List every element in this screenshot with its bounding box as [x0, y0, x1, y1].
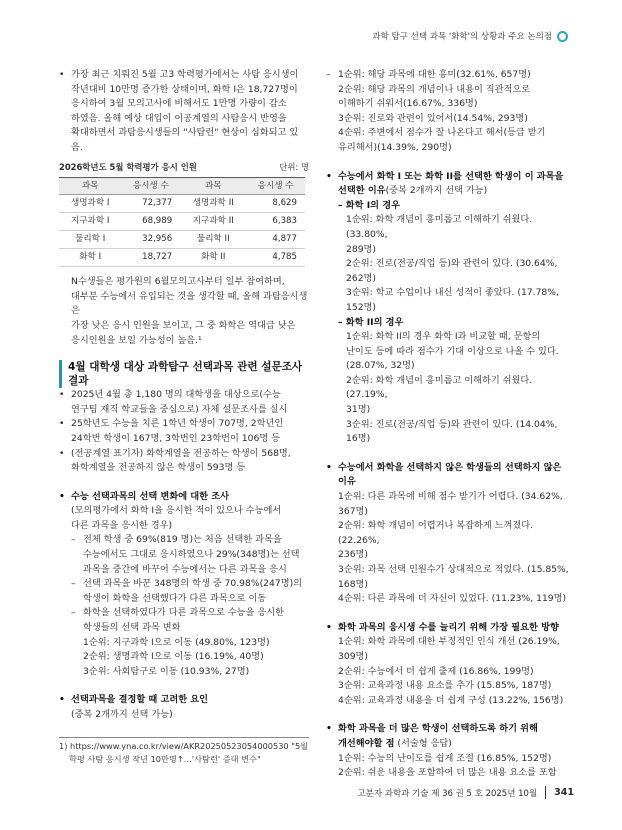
bullet-mark: •	[59, 694, 65, 706]
change-item	[59, 533, 309, 577]
rank-line: 1순위: 수능의 난이도를 쉽게 조절 (16.85%, 152명)	[338, 752, 552, 764]
item-line: 학생들의 선택 과목 변화	[83, 622, 181, 634]
footnote	[59, 737, 309, 766]
bullet-mark: •	[59, 490, 65, 502]
section-heading	[59, 360, 309, 388]
rank-line: 1순위: 화학 개념이 흥미롭고 이해하기 쉬웠다. (33.80%,	[346, 214, 533, 240]
q2-title-line: 선택한 이유	[338, 185, 386, 197]
rank-line: 289명)	[346, 243, 376, 255]
rank-line: 1순위: 화학 과목에 대한 부정적인 인식 개선 (26.19%,	[338, 636, 560, 648]
rank-line: 16명)	[346, 433, 371, 445]
rank-line: 2순위: 화학 개념이 어렵거나 복잡하게 느껴졌다. (22.26%,	[338, 520, 534, 546]
item-line: 과목을 중간에 바꾸어 수능에서는 다른 과목을 응시	[83, 563, 287, 575]
page-number: 341	[554, 787, 574, 798]
paragraph-line: 응시인원을 보일 가능성이 높음.¹	[71, 334, 202, 346]
journal-info: 고분자 과학과 기술 제 36 권 5 호 2025년 10월	[357, 788, 538, 799]
table-cell: 6,383	[246, 213, 305, 231]
q2-heading	[326, 170, 572, 199]
paragraph-line: 가장 낮은 응시 인원을 보이고, 그 중 화학은 역대급 낮은	[71, 319, 296, 331]
rank-line: 262명)	[346, 272, 376, 284]
left-column	[59, 68, 309, 723]
table-row	[59, 195, 305, 213]
rank-line: 4순위: 주변에서 점수가 잘 나온다고 해서(등급 받기	[338, 127, 546, 139]
q3-title-line: 이유	[338, 476, 356, 488]
rank-line: 168명)	[338, 578, 368, 590]
q5-title-line: 개선해야할 점	[338, 737, 395, 749]
footnote-line: 학평 사탐 응시생 작년 10만명↑…'사탐런' 증대 변수"	[69, 754, 261, 764]
intro-line: 응시하여 3월 모의고사에 비해서도 1만명 가량이 감소	[71, 98, 287, 110]
q4-ranks	[326, 635, 572, 708]
table-title: 2026학년도 5월 학력평가 응시 인원	[59, 161, 197, 172]
right-column	[326, 68, 572, 781]
table-cell: 화학 I	[59, 249, 121, 267]
column-header: 응시생 수	[121, 178, 180, 195]
rank-line: 3순위: 진로(전공/직업 등)와 관련이 있다. (14.04%,	[346, 418, 558, 430]
bullet-mark: •	[326, 621, 332, 633]
rank-line: 1순위: 지구과학 I으로 이동 (49.80%, 123명)	[83, 636, 270, 648]
survey-line: 25학년도 수능을 치른 1학년 학생이 707명, 2학년인	[71, 418, 284, 430]
q3-title-line: 수능에서 화학을 선택하지 않은 학생들의 선택하지 않은	[338, 461, 562, 473]
bullet-mark: •	[326, 723, 332, 735]
survey-line: 화학계열을 전공하지 않은 학생이 593명 등	[71, 462, 246, 474]
rank-line: 2순위: 쉬운 내용을 포함하여 더 많은 내용 요소를 포함	[338, 767, 557, 779]
factor-note: (중복 2개까지 선택 가능)	[71, 709, 173, 720]
table-cell: 생명과학 I	[59, 195, 121, 213]
factor-rank-item	[326, 68, 572, 156]
rank-line: 3순위: 과목 선택 인원수가 상대적으로 적었다. (15.85%,	[338, 564, 569, 575]
table-row	[59, 213, 305, 231]
table-cell: 4,785	[246, 249, 305, 267]
table-cell: 생명과학 II	[180, 195, 246, 213]
table-cell: 8,629	[246, 195, 305, 213]
chem1-block	[326, 199, 572, 447]
dash-mark: –	[326, 69, 331, 80]
rank-line: 1순위: 다른 과목에 비해 점수 받기가 어렵다. (34.62%,	[338, 491, 563, 503]
change-note	[59, 504, 309, 533]
table-cell: 18,727	[121, 249, 180, 267]
change-item	[59, 577, 309, 606]
footer-divider	[545, 786, 546, 799]
table-cell: 4,877	[246, 231, 305, 249]
q5-title-line: 화학 과목을 더 많은 학생이 선택하도록 하기 위해	[338, 723, 538, 735]
rank-line: 3순위: 진로와 관련이 있어서(14.54%, 293명)	[338, 112, 528, 124]
table-cell: 72,377	[121, 195, 180, 213]
dash-mark: –	[71, 578, 76, 590]
change-item	[59, 606, 309, 635]
rank-line: 2순위: 생명과학 I으로 이동 (16.19%, 40명)	[83, 651, 264, 663]
bullet-mark: •	[59, 389, 65, 401]
bullet-mark: •	[59, 418, 65, 430]
item-line: 수능에서도 그대로 응시하였으나 29%(348명)는 선택	[83, 549, 300, 561]
rank-line: 2순위: 수능에서 더 쉽게 출제 (16.86%, 199명)	[338, 665, 534, 677]
note-line: 다른 과목을 응시한 경우)	[71, 519, 173, 531]
paragraph-line: 대부분 수능에서 유입되는 것을 생각할 때, 올해 과탐응시생은	[71, 290, 308, 317]
q2-note: (중복 2개까지 선택 가능)	[385, 185, 488, 197]
rank-line: 309명)	[338, 650, 368, 662]
bullet-mark: •	[326, 170, 332, 182]
q3-ranks	[326, 490, 572, 607]
q5-note: (서술형 응답)	[397, 737, 452, 749]
section-title-line: 4월 대학생 대상 과학탐구 선택과목 관련 설문조사	[68, 361, 303, 374]
table-cell: 물리학 II	[180, 231, 246, 249]
change-ranks	[59, 636, 309, 680]
circle-icon	[557, 31, 568, 42]
intro-line: 확대하면서 과탐응시생들의 "사탐런" 현상이 심화되고 있음.	[71, 127, 299, 153]
rank-line: 4순위: 다른 과목에 더 자신이 있었다. (11.23%, 119명)	[338, 593, 567, 605]
factor-title: 선택과목을 결정할 때 고려한 요인	[71, 694, 209, 706]
factor-heading	[59, 693, 309, 708]
chem2-label: – 화학 II의 경우	[338, 316, 404, 328]
intro-line: 작년대비 10만명 증가한 상태이며, 화학 I은 18,727명이	[71, 83, 298, 95]
table-row	[59, 231, 305, 249]
rank-line: 2순위: 진로(전공/직업 등)와 관련이 있다. (30.64%,	[346, 258, 558, 270]
rank-line: 3순위: 사회탐구로 이동 (10.93%, 27명)	[83, 665, 250, 677]
bullet-mark: •	[59, 69, 65, 80]
rank-line: 2순위: 해당 과목의 개념이나 내용이 직관적으로	[338, 83, 531, 95]
table-caption	[59, 160, 309, 175]
rank-line: (28.07%, 32명)	[346, 360, 415, 372]
survey-bullet	[59, 447, 309, 476]
rank-line: 1순위: 해당 과목에 대한 흥미(32.61%, 657명)	[338, 69, 531, 80]
rank-line: 152명)	[346, 301, 376, 313]
dash-mark: –	[71, 607, 76, 619]
dash-mark: –	[71, 534, 76, 546]
q3-heading	[326, 461, 572, 490]
bullet-mark: •	[326, 461, 332, 473]
table-header-row	[59, 178, 305, 195]
q2-title-line: 수능에서 화학 I 또는 화학 II를 선택한 학생이 이 과목을	[338, 170, 564, 182]
survey-bullet	[59, 388, 309, 417]
survey-line: 2025년 4월 총 1,180 명의 대학생을 대상으로(수능	[71, 389, 281, 401]
item-line: 전체 학생 중 69%(819 명)는 처음 선택한 과목을	[83, 534, 282, 546]
rank-line: 유리해서)(14.39%, 290명)	[338, 141, 452, 153]
rank-line: 236명)	[338, 549, 368, 561]
table-cell: 32,956	[121, 231, 180, 249]
footnote-line: 1) https://www.yna.co.kr/view/AKR20250523054000530 "5월	[59, 741, 309, 751]
survey-line: (전공계열 표기자) 화학계열을 전공하는 학생이 568명,	[71, 447, 291, 459]
survey-line: 연구팀 재직 학교들을 중심으로) 자체 설문조사를 실시	[71, 403, 288, 415]
q5-ranks	[326, 752, 572, 781]
note-line: (모의평가에서 화학 I을 응시한 적이 있으나 수능에서	[71, 505, 282, 517]
rank-line: 난이도 등에 따라 점수가 기대 이상으로 나올 수 있다.	[346, 345, 559, 357]
table-row	[59, 249, 305, 267]
table-cell: 지구과학 II	[180, 213, 246, 231]
section-title-line: 결과	[68, 375, 89, 388]
q4-title: 화학 과목의 응시생 수를 늘리기 위해 가장 필요한 방향	[338, 621, 559, 633]
item-line: 학생이 화학을 선택했다가 다른 과목으로 이동	[83, 592, 267, 604]
survey-bullet	[59, 417, 309, 446]
table-unit: 단위: 명	[279, 161, 309, 172]
applicants-table	[59, 177, 305, 267]
heading-accent-bar	[59, 360, 62, 388]
rank-line: 4순위: 교육과정 내용을 더 쉽게 구성 (13.22%, 156명)	[338, 694, 564, 706]
intro-line: 가장 최근 치뤄진 5월 고3 학력평가에서는 사탐 응시생이	[71, 69, 299, 80]
q4-heading	[326, 621, 572, 636]
table-cell: 68,989	[121, 213, 180, 231]
table-cell: 화학 II	[180, 249, 246, 267]
rank-line: 3순위: 교육과정 내용 요소를 추가 (15.85%, 187명)	[338, 680, 552, 692]
q5-heading	[326, 722, 572, 751]
item-line: 화학을 선택하였다가 다른 과목으로 수능을 응시한	[83, 607, 284, 619]
rank-line: 이해하기 쉬워서(16.67%, 336명)	[338, 98, 478, 110]
intro-bullet	[59, 68, 309, 156]
rank-line: 3순위: 학교 수업이나 내신 성적이 좋았다. (17.78%,	[346, 287, 559, 299]
paragraph	[59, 275, 309, 348]
chem1-label: – 화학 I의 경우	[338, 199, 400, 211]
bullet-mark: •	[59, 447, 65, 459]
page-footer	[357, 786, 574, 799]
change-title: 수능 선택과목의 선택 변화에 대한 조사	[71, 490, 229, 502]
table-cell: 지구과학 I	[59, 213, 121, 231]
rank-line: 367명)	[338, 505, 368, 517]
change-heading	[59, 490, 309, 505]
column-header: 과목	[59, 178, 121, 195]
column-header: 과목	[180, 178, 246, 195]
rank-line: 1순위: 화학 II의 경우 화학 I과 비교할 때, 문항의	[346, 331, 541, 343]
paragraph-line: N수생들은 평가원의 6월모의고사부터 일부 참여하며,	[71, 276, 285, 288]
table-cell: 물리학 I	[59, 231, 121, 249]
rank-line: 31명)	[346, 404, 371, 416]
survey-line: 24학번 학생이 167명, 3학번인 23학번이 106명 등	[71, 432, 280, 444]
running-title: 과학 탐구 선택 과목 '화학'의 상황과 주요 논의점	[372, 32, 552, 42]
column-header: 응시생 수	[246, 178, 305, 195]
item-line: 선택 과목을 바꾼 348명의 학생 중 70.98%(247명)의	[83, 578, 303, 590]
rank-line: 2순위: 화학 개념이 흥미롭고 이해하기 쉬웠다. (27.19%,	[346, 374, 533, 401]
intro-line: 하였음. 올해 예상 대입이 이공계열의 사탐응시 반영을	[71, 112, 287, 124]
running-header	[372, 30, 568, 42]
